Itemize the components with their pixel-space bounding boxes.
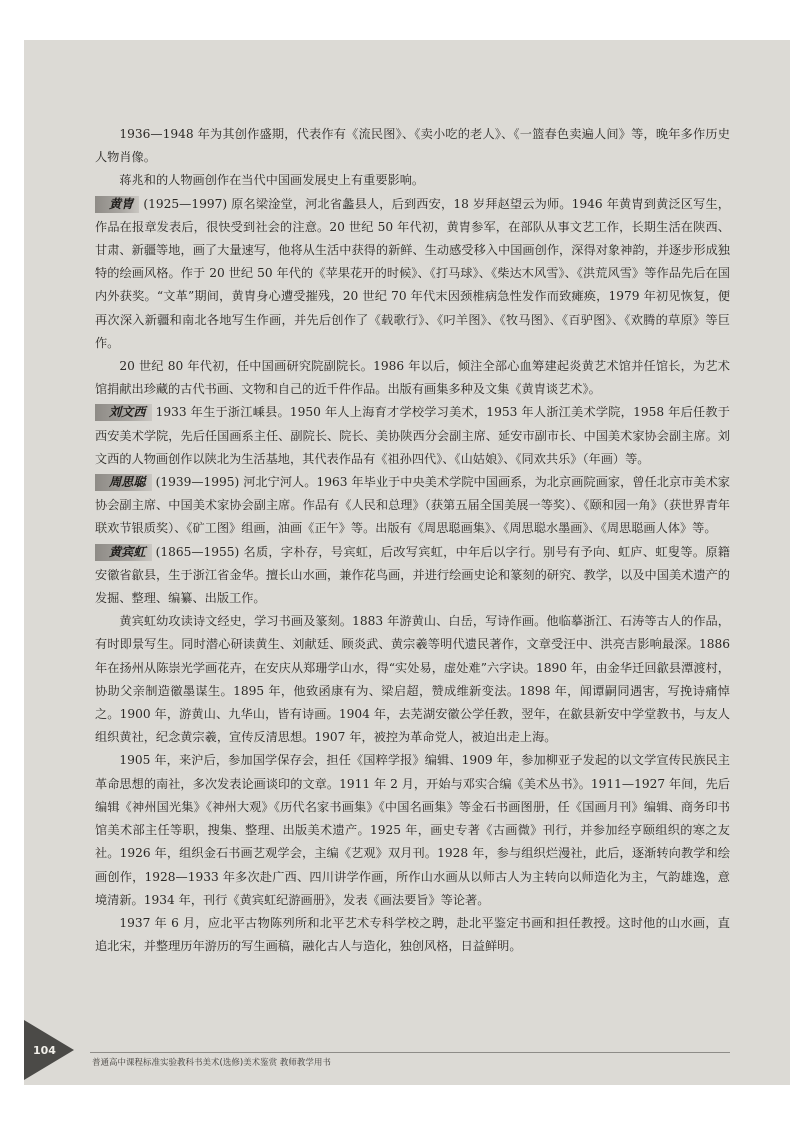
- body-text: [95, 123, 730, 958]
- biography-paragraph: [95, 401, 730, 471]
- artist-name: 黄宾虹: [95, 544, 152, 561]
- artist-name: 周思聪: [95, 474, 152, 491]
- biography-paragraph: [95, 471, 730, 541]
- paragraph: 20 世纪 80 年代初，任中国画研究院副院长。1986 年以后，倾注全部心血筹建起炎黄艺术馆并任馆长，为艺术馆捐献出珍藏的古代书画、文物和自己的近千件作品。出版有画集多种及文集《黄胄谈艺术》。: [95, 359, 730, 397]
- paragraph: 蒋兆和的人物画创作在当代中国画发展史上有重要影响。: [119, 173, 425, 188]
- paragraph: 1936—1948 年为其创作盛期，代表作有《流民图》、《卖小吃的老人》、《一篮春色卖遍人间》等，晚年多作历史人物肖像。: [95, 127, 730, 165]
- paragraph-text: (1925—1997) 原名梁淦堂，河北省蠡县人，后到西安，18 岁拜赵望云为师。1946 年黄胄到黄泛区写生，作品在报章发表后，很快受到社会的注意。20 世纪 50 年代初，黄胄参军，在部队从事文艺工作，长期生活在陕西、甘肃、新疆等地，画了大量速写，他将从生活中获得的新鲜、生动感受移入中国画创作，深得对象神韵，并逐步形成独特的绘画风格。作于 20 世纪 50 年代的《苹果花开的时候》、《打马球》、《柴达木风雪》、《洪荒风雪》等作品先后在国内外获奖。“文革”期间，黄胄身心遭受摧残，20 世纪 70 年代末因颈椎病急性发作而致瘫痪，1979 年初见恢复，便再次深入新疆和南北各地写生作画，并先后创作了《载歌行》、《叼羊图》、《牧马图》、《百驴图》、《欢腾的草原》等巨作。: [95, 196, 730, 350]
- paragraph: 1937 年 6 月，应北平古物陈列所和北平艺术专科学校之聘，赴北平鉴定书画和担任教授。这时他的山水画，直追北宋，并整理历年游历的写生画稿，融化古人与造化，独创风格，日益鲜明。: [95, 915, 730, 954]
- artist-name: 黄胄: [95, 196, 139, 213]
- paragraph: 黄宾虹幼攻读诗文经史，学习书画及篆刻。1883 年游黄山、白岳，写诗作画。他临摹浙江、石涛等古人的作品，有时即景写生。同时潜心研读黄生、刘献廷、顾炎武、黄宗羲等明代遗民著作，文章受汪中、洪亮吉影响最深。1886 年在扬州从陈崇光学画花卉，在安庆从郑珊学山水，得“实处易，虚处难”六字诀。1890 年，由金华迁回歙县潭渡村，协助父亲制造徽墨谋生。1895 年，他致函康有为、梁启超，赞成维新变法。1898 年，闻谭嗣同遇害，写挽诗痛悼之。1900 年，游黄山、九华山，皆有诗画。1904 年，去芜湖安徽公学任教，翌年，在歙县新安中学堂教书，与友人组织黄社，纪念黄宗羲，宣传反清思想。1907 年，被控为革命党人，被迫出走上海。: [95, 614, 730, 745]
- paragraph-text: (1939—1995) 河北宁河人。1963 年毕业于中央美术学院中国画系，为北京画院画家，曾任北京市美术家协会副主席、中国美术家协会副主席。作品有《人民和总理》（获第五届全国美展一等奖）、《颐和园一角》（获世界青年联欢节银质奖）、《矿工图》组画，油画《正午》等。出版有《周思聪画集》、《周思聪水墨画》、《周思聪画人体》等。: [95, 475, 730, 536]
- paragraph-text: 1933 年生于浙江嵊县。1950 年人上海育才学校学习美术，1953 年人浙江美术学院，1958 年后任教于西安美术学院，先后任国画系主任、副院长、院长、美协陕西分会副主席、延安市副市长、中国美术家协会副主席。刘文西的人物画创作以陕北为生活基地，其代表作品有《祖孙四代》、《山姑娘》、《同欢共乐》（年画）等。: [95, 405, 730, 466]
- footer-divider: [90, 1052, 730, 1053]
- paragraph-text: (1865—1955) 名质，字朴存，号宾虹，后改写宾虹，中年后以字行。别号有予向、虹庐、虹叟等。原籍安徽省歙县，生于浙江省金华。擅长山水画，兼作花鸟画，并进行绘画史论和篆刻的研究、教学，以及中国美术遗产的发掘、整理、编纂、出版工作。: [95, 544, 730, 606]
- page-number: 104: [33, 1044, 56, 1057]
- paragraph: 1905 年，来沪后，参加国学保存会，担任《国粹学报》编辑、1909 年，参加柳亚子发起的以文学宣传民族民主革命思想的南社，多次发表论画谈印的文章。1911 年 2 月，开始与邓实合编《美术丛书》。1911—1927 年间，先后编辑《神州国光集》《神州大观》《历代名家书画集》《中国名画集》等金石书画图册，任《国画月刊》编辑、商务印书馆美术部主任等职，搜集、整理、出版美术遗产。1925 年，画史专著《古画微》刊行，并参加经亨颐组织的寒之友社。1926 年，组织金石书画艺观学会，主编《艺观》双月刊。1928 年，参与组织烂漫社，此后，逐渐转向教学和绘画创作，1928—1933 年多次赴广西、四川讲学作画，所作山水画从以师古人为主转向以师造化为主，气韵雄逸，意境清新。1934 年，刊行《黄宾虹纪游画册》，发表《画法要旨》等论著。: [95, 753, 730, 907]
- book-title-footer: 普通高中课程标准实验教科书美术(选修)美术鉴赏 教师教学用书: [92, 1058, 331, 1068]
- biography-paragraph: [95, 193, 730, 355]
- artist-name: 刘文西: [95, 404, 152, 421]
- biography-paragraph: [95, 541, 730, 611]
